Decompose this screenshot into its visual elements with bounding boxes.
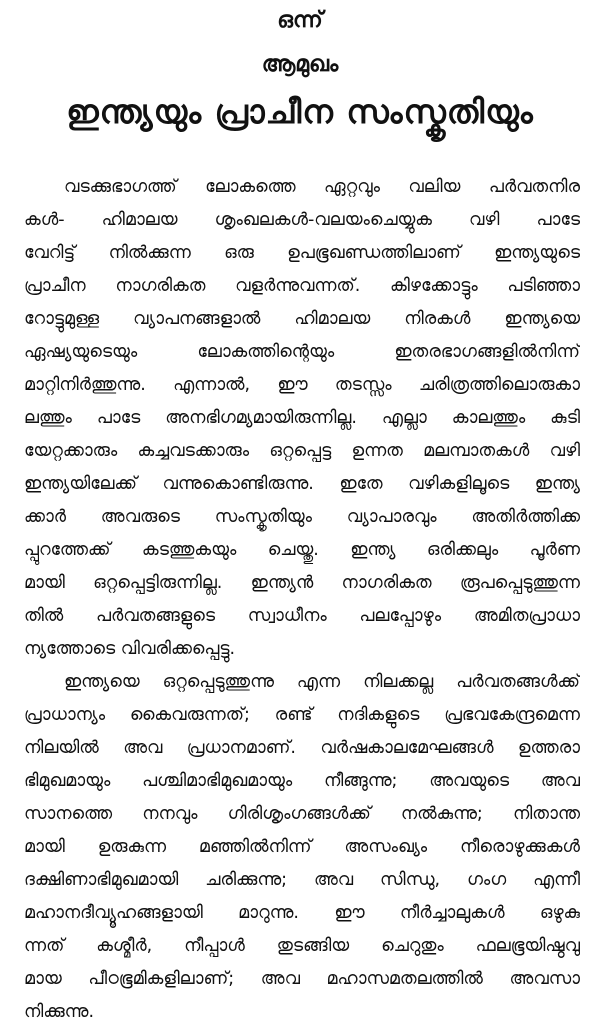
text-line: പ്രാധാന്യം കൈവരുന്നത്; രണ്ട് നദികളുടെ പ്രഭവകേന്ദ്രമെന്ന: [24, 705, 580, 725]
text-line: ഭിമുഖമായും പശ്ചിമാഭിമുഖമായും നീങ്ങുന്നു; അവയുടെ അവ: [24, 771, 580, 791]
text-line: കൾ- ഹിമാലയ ശൃംഖലകൾ-വലയംചെയ്യുക വഴി പാടേ: [24, 210, 580, 230]
text-line: വടക്കുഭാഗത്ത് ലോകത്തെ ഏറ്റവും വലിയ പർവതനിര: [64, 177, 580, 197]
text-line: പ്രാചീന നാഗരികത വളർന്നുവന്നത്. കിഴക്കോട്ടും പടിഞ്ഞാ: [24, 276, 580, 296]
text-line: ലത്തും പാടേ അനഭിഗമ്യമായിരുന്നില്ല. എല്ലാ കാലത്തും കുടി: [24, 408, 580, 428]
text-line: ക്കാർ അവരുടെ സംസ്കൃതിയും വ്യാപാരവും അതിർത്തിക്ക: [24, 507, 580, 527]
text-line: നിക്കുന്നു.: [24, 1002, 95, 1022]
text-line: മായി ഒറ്റപ്പെട്ടിരുന്നില്ല. ഇന്ത്യൻ നാഗരികത രൂപപ്പെടുത്തുന്ന: [24, 573, 580, 593]
text-line: പ്പുറത്തേക്ക് കടത്തുകയും ചെയ്തു. ഇന്ത്യ ഒരിക്കലും പൂർണ: [24, 540, 580, 560]
paragraph-2: [24, 666, 580, 1029]
text-line: ഇന്ത്യയെ ഒറ്റപ്പെടുത്തുന്നു എന്ന നിലക്കല്ല പർവതങ്ങൾക്ക്: [64, 672, 580, 692]
text-line: മഹാനദീവ്യൂഹങ്ങളായി മാറുന്നു. ഈ നീർച്ചാലുകൾ ഒഴുകു: [24, 903, 580, 923]
text-line: മായി ഉരുകുന്ന മഞ്ഞിൽനിന്ന് അസംഖ്യം നീരൊഴുക്കുകൾ: [24, 837, 580, 857]
text-line: വേറിട്ട് നിൽക്കുന്ന ഒരു ഉപഭൂഖണ്ഡത്തിലാണ് ഇന്ത്യയുടെ: [24, 243, 580, 263]
text-line: ദക്ഷിണാഭിമുഖമായി ചരിക്കുന്നു; അവ സിന്ധു, ഗംഗ എന്നീ: [24, 870, 580, 890]
text-line: മാറ്റിനിർത്തുന്നു. എന്നാൽ, ഈ തടസ്സം ചരിത്രത്തിലൊരുകാ: [24, 375, 580, 395]
text-line: സാനത്തെ നനവും ഗിരിശൃംഗങ്ങൾക്ക് നൽകുന്നു; നിതാന്ത: [24, 804, 580, 824]
section-title: ആമുഖം: [261, 52, 339, 77]
text-line: മായ പീഠഭൂമികളിലാണ്; അവ മഹാസമതലത്തിൽ അവസാ: [24, 969, 580, 989]
text-line: നിലയിൽ അവ പ്രധാനമാണ്. വർഷകാലമേഘങ്ങൾ ഉത്തരാ: [24, 738, 580, 758]
text-line: യേറ്റക്കാരും കച്ചവടക്കാരും ഒറ്റപ്പെട്ട ഉന്നത മലമ്പാതകൾ വഴി: [24, 441, 580, 461]
text-line: ന്നത് കശ്മീർ, നീപ്പാൾ തുടങ്ങിയ ചെറുതും ഫലഭൂയിഷ്ഠവു: [24, 936, 580, 956]
body-text: [24, 171, 580, 1029]
text-line: ഏഷ്യയുടെയും ലോകത്തിന്റെയും ഇതരഭാഗങ്ങളിൽനിന്ന്: [24, 342, 580, 362]
text-line: റോട്ടുമുള്ള വ്യാപനങ്ങളാൽ ഹിമാലയ നിരകൾ ഇന്ത്യയെ: [24, 309, 580, 329]
paragraph-1: [24, 171, 580, 666]
text-line: തിൽ പർവതങ്ങളുടെ സ്വാധീനം പലപ്പോഴും അമിതപ്രാധാ: [24, 606, 580, 626]
text-line: ഇന്ത്യയിലേക്ക് വന്നുകൊണ്ടിരുന്നു. ഇതേ വഴികളിലൂടെ ഇന്ത്യ: [24, 474, 580, 494]
text-line: ന്യത്തോടെ വിവരിക്കപ്പെട്ടു.: [24, 639, 236, 659]
chapter-number: ഒന്ന്: [277, 8, 323, 33]
chapter-title: ഇന്ത്യയും പ്രാചീന സംസ്കൃതിയും: [66, 92, 534, 131]
